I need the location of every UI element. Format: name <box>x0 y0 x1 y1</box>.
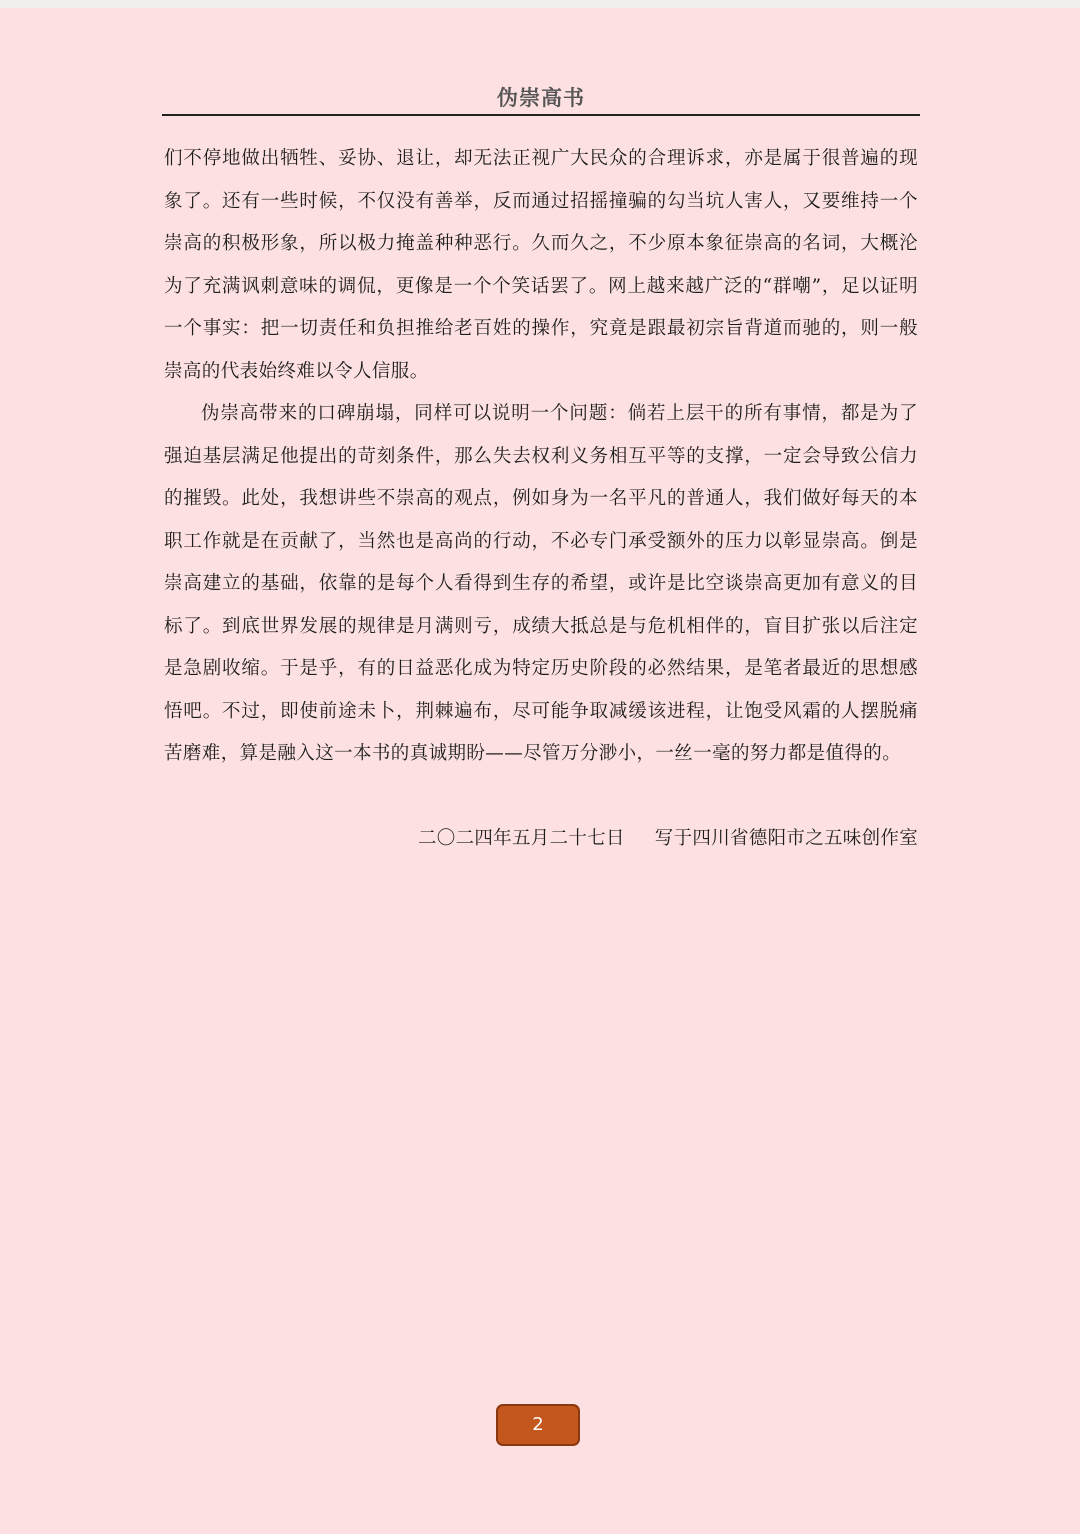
signature-date: 二〇二四年五月二十七日 <box>417 828 625 849</box>
top-strip <box>0 0 1080 8</box>
running-header <box>162 84 920 116</box>
paragraph-continued: 们不停地做出牺牲、妥协、退让，却无法正视广大民众的合理诉求，亦是属于很普遍的现象了。还有一些时候，不仅没有善举，反而通过招摇撞骗的勾当坑人害人，又要维持一个崇高的积极形象，所以极力掩盖种种恶行。久而久之，不少原本象征崇高的名词，大概沦为了充满讽刺意味的调侃，更像是一个个笑话罢了。网上越来越广泛的“群嘲”，足以证明一个事实：把一切责任和负担推给老百姓的操作，究竟是跟最初宗旨背道而驰的，则一般崇高的代表始终难以令人信服。 <box>164 148 918 382</box>
document-body <box>164 138 918 776</box>
page-number-badge <box>496 1404 580 1446</box>
paragraph: 伪崇高带来的口碑崩塌，同样可以说明一个问题：倘若上层干的所有事情，都是为了强迫基层满足他提出的苛刻条件，那么失去权利义务相互平等的支撑，一定会导致公信力的摧毁。此处，我想讲些不崇高的观点，例如身为一名平凡的普通人，我们做好每天的本职工作就是在贡献了，当然也是高尚的行动，不必专门承受额外的压力以彰显崇高。倒是崇高建立的基础，依靠的是每个人看得到生存的希望，或许是比空谈崇高更加有意义的目标了。到底世界发展的规律是月满则亏，成绩大抵总是与危机相伴的，盲目扩张以后注定是急剧收缩。于是乎，有的日益恶化成为特定历史阶段的必然结果，是笔者最近的思想感悟吧。不过，即使前途未卜，荆棘遍布，尽可能争取减缓该进程，让饱受风霜的人摆脱痛苦磨难，算是融入这一本书的真诚期盼——尽管万分渺小，一丝一毫的努力都是值得的。 <box>164 403 918 764</box>
signature-line <box>418 818 918 860</box>
page-number: 2 <box>532 1414 544 1435</box>
signature-place: 写于四川省德阳市之五味创作室 <box>654 828 918 849</box>
book-title: 伪崇高书 <box>497 86 585 110</box>
